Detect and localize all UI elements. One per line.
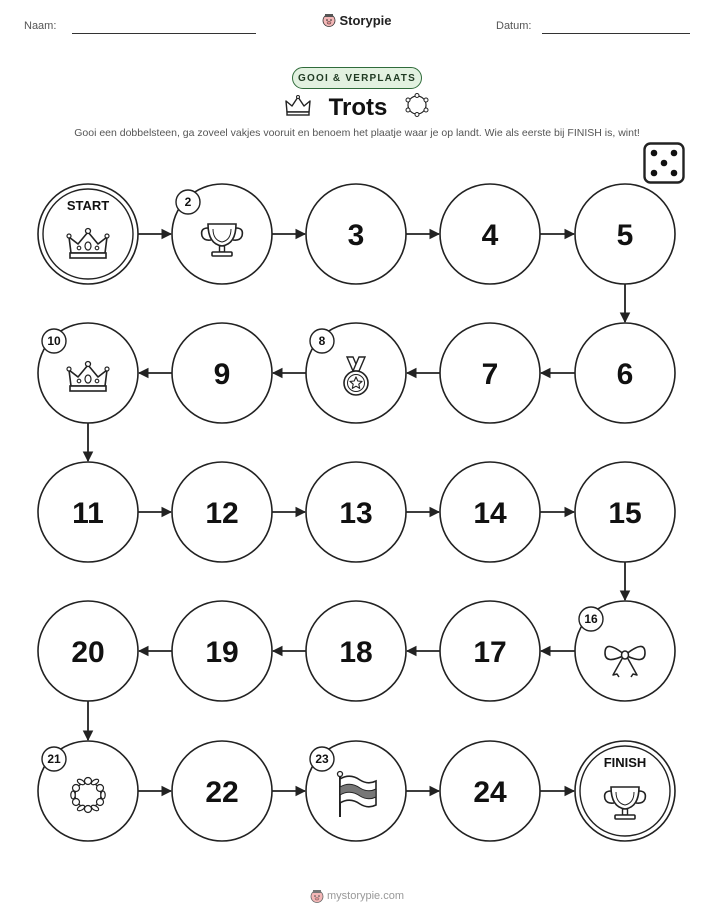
- board-space-20: [38, 601, 138, 701]
- space-number: 8: [318, 334, 326, 348]
- instructions: Gooi een dobbelsteen, ga zoveel vakjes vooruit en benoem het plaatje waar je op landt. Wie als eerste bij FINISH is, wint!: [74, 127, 640, 139]
- board-space-13: [306, 462, 406, 562]
- board-space-16: [575, 601, 675, 701]
- board-space-23: [306, 741, 406, 841]
- finish-label: FINISH: [603, 755, 647, 770]
- activity-badge: GOOI & VERPLAATS: [292, 67, 422, 89]
- board-space-4: [440, 184, 540, 284]
- board-space-3: [306, 184, 406, 284]
- board-space-12: [172, 462, 272, 562]
- board-space-17: [440, 601, 540, 701]
- board-space-11: [38, 462, 138, 562]
- space-number: 4: [481, 219, 499, 252]
- start-label: START: [66, 198, 110, 213]
- space-number: 5: [616, 219, 634, 252]
- board-space-15: [575, 462, 675, 562]
- space-number: 6: [616, 358, 634, 391]
- board-space-8: [306, 323, 406, 423]
- board-space-21: [38, 741, 138, 841]
- space-number: 2: [184, 195, 192, 209]
- board-space-19: [172, 601, 272, 701]
- space-number: 21: [47, 752, 61, 766]
- space-number: 9: [213, 358, 231, 391]
- pig-icon: [310, 889, 324, 903]
- space-number: 20: [71, 636, 105, 669]
- space-number: 15: [608, 497, 642, 530]
- board-space-2: [172, 184, 272, 284]
- board-space-6: [575, 323, 675, 423]
- space-number: 14: [473, 497, 507, 530]
- board-space-5: [575, 184, 675, 284]
- board-space-25: [575, 741, 675, 841]
- page-title: Trots: [328, 93, 388, 121]
- space-number: 19: [205, 636, 239, 669]
- footer: [0, 889, 714, 903]
- board-space-14: [440, 462, 540, 562]
- space-number: 13: [339, 497, 373, 530]
- board-space-10: [38, 323, 138, 423]
- board-space-18: [306, 601, 406, 701]
- space-number: 23: [315, 752, 329, 766]
- board-space-9: [172, 323, 272, 423]
- space-number: 11: [72, 497, 104, 530]
- space-number: 18: [339, 636, 373, 669]
- space-number: 7: [481, 358, 499, 391]
- space-number: 24: [473, 776, 507, 809]
- date-label: Datum:: [496, 20, 532, 32]
- brand-name: Storypie: [339, 13, 392, 28]
- space-number: 16: [584, 612, 598, 626]
- board-space-24: [440, 741, 540, 841]
- space-number: 17: [473, 636, 507, 669]
- name-label: Naam:: [24, 20, 57, 32]
- footer-url[interactable]: mystorypie.com: [326, 890, 405, 902]
- space-number: 3: [347, 219, 365, 252]
- space-number: 22: [205, 776, 239, 809]
- board-space-22: [172, 741, 272, 841]
- board-space-7: [440, 323, 540, 423]
- space-number: 10: [47, 334, 61, 348]
- space-number: 12: [205, 497, 239, 530]
- board-space-1: [38, 184, 138, 284]
